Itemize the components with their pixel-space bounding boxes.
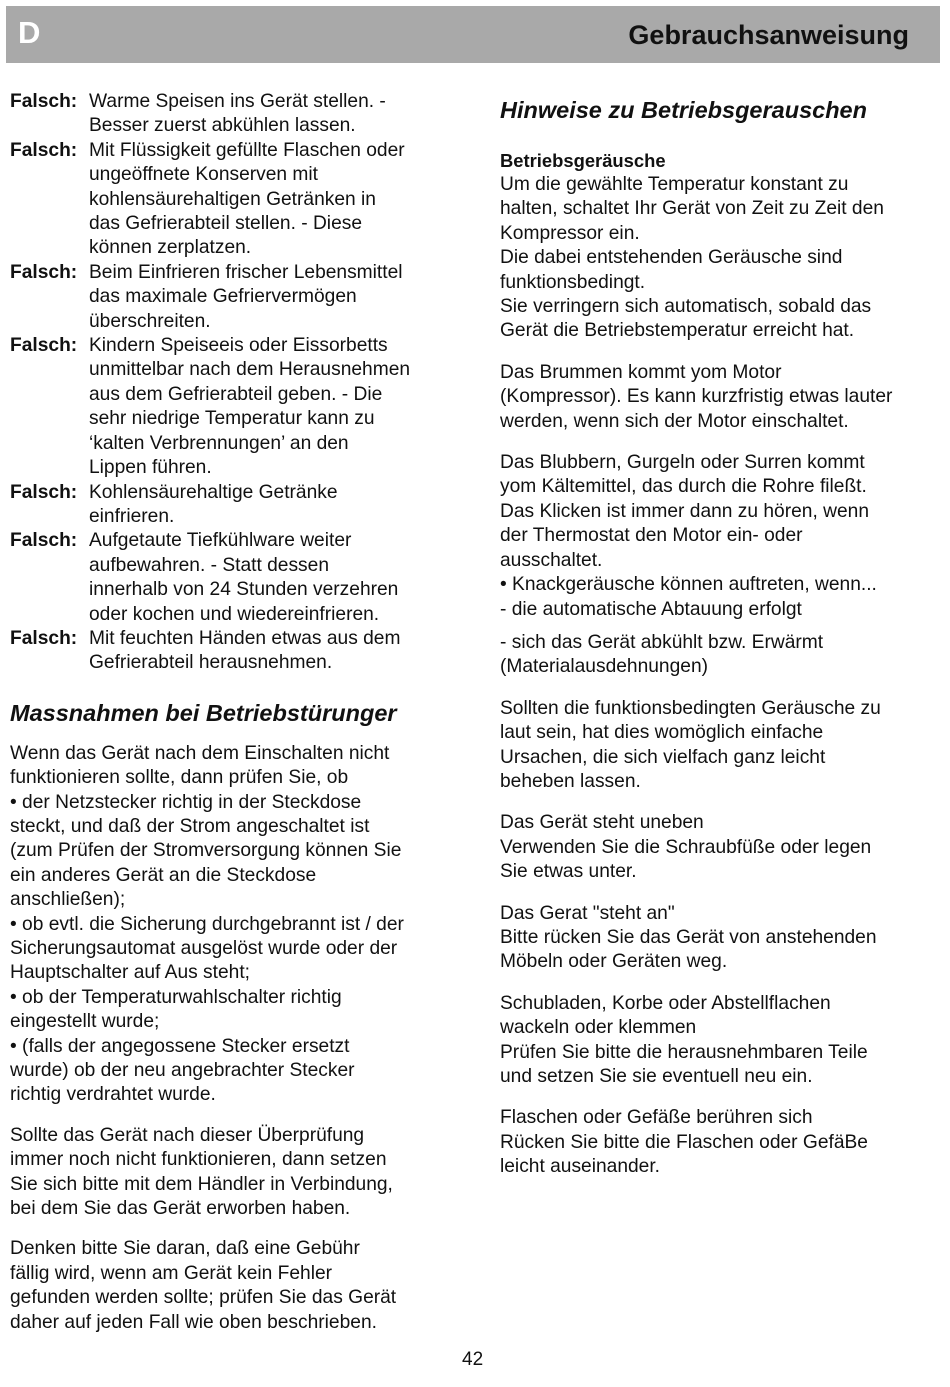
- text-line: überschreiten.: [89, 310, 211, 332]
- text-line: yom Kältemittel, das durch die Rohre fileßt.: [500, 476, 867, 498]
- text-line: Gefrierabteil herausnehmen.: [89, 652, 333, 674]
- text-line: fällig wird, wenn am Gerät kein Fehler: [10, 1262, 333, 1284]
- falsch-item: [10, 529, 460, 627]
- text-line: daher auf jeden Fall wie oben beschrieben.: [10, 1311, 377, 1333]
- text-line: der Thermostat den Motor ein- oder: [500, 525, 803, 547]
- paragraph: [500, 992, 932, 1090]
- text-line: können zerplatzen.: [89, 237, 252, 259]
- text-line: gefunden werden sollte; prüfen Sie das Gerät: [10, 1287, 397, 1309]
- text-line: Hauptschalter auf Aus steht;: [10, 962, 250, 984]
- text-line: innerhalb von 24 Stunden verzehren: [89, 579, 399, 601]
- text-line: das maximale Gefriervermögen: [89, 286, 357, 308]
- falsch-item: [10, 481, 460, 530]
- text-line: Ursachen, die sich vielfach ganz leicht: [500, 746, 826, 768]
- right-column: [500, 95, 932, 1180]
- text-line: ein anderes Gerät an die Steckdose: [10, 864, 317, 886]
- text-line: immer noch nicht funktionieren, dann setzen: [10, 1149, 387, 1171]
- falsch-label: Falsch:: [10, 481, 78, 503]
- text-line: unmittelbar nach dem Herausnehmen: [89, 359, 411, 381]
- text-line: funktionsbedingt.: [500, 271, 646, 293]
- falsch-label: Falsch:: [10, 261, 78, 283]
- text-line: sehr niedrige Temperatur kann zu: [89, 408, 375, 430]
- text-line: • Knackgeräusche können auftreten, wenn...: [500, 574, 877, 596]
- falsch-label: Falsch:: [10, 530, 78, 552]
- text-line: ungeöffnete Konserven mit: [89, 164, 318, 186]
- paragraph: [500, 451, 932, 622]
- left-column: [10, 90, 460, 1335]
- text-line: beheben lassen.: [500, 770, 641, 792]
- text-line: Wenn das Gerät nach dem Einschalten nicht: [10, 742, 390, 764]
- subheading-betriebsgeraeusche: Betriebsgeräusche: [500, 150, 666, 171]
- text-line: Sie etwas unter.: [500, 861, 637, 883]
- text-line: Schubladen, Korbe oder Abstellflachen: [500, 992, 831, 1014]
- text-line: Besser zuerst abkühlen lassen.: [89, 115, 356, 137]
- text-line: Prüfen Sie bitte die herausnehmbaren Teile: [500, 1041, 868, 1063]
- falsch-text: [89, 481, 460, 530]
- text-line: Kompressor ein.: [500, 222, 640, 244]
- text-line: ‘kalten Verbrennungen’ an den: [89, 432, 349, 454]
- text-line: Das Gerät steht uneben: [500, 812, 704, 834]
- text-line: - die automatische Abtauung erfolgt: [500, 598, 802, 620]
- text-line: Das Klicken ist immer dann zu hören, wenn: [500, 500, 869, 522]
- text-line: aufbewahren. - Statt dessen: [89, 554, 329, 576]
- paragraph: [10, 742, 460, 1108]
- paragraph: [500, 697, 932, 795]
- text-line: Bitte rücken Sie das Gerät von anstehenden: [500, 926, 877, 948]
- text-line: • der Netzstecker richtig in der Steckdose: [10, 791, 362, 813]
- falsch-item: [10, 261, 460, 334]
- text-line: Die dabei entstehenden Geräusche sind: [500, 247, 843, 269]
- text-line: anschließen);: [10, 889, 126, 911]
- paragraph: [500, 631, 932, 680]
- text-line: einfrieren.: [89, 505, 175, 527]
- falsch-item: [10, 90, 460, 139]
- section-heading-hinweise: Hinweise zu Betriebsgerauschen: [500, 97, 867, 123]
- text-line: kohlensäurehaltigen Getränken in: [89, 188, 376, 210]
- falsch-text: [89, 627, 460, 676]
- text-line: Sicherungsautomat ausgelöst wurde oder der: [10, 938, 398, 959]
- text-line: Mit feuchten Händen etwas aus dem: [89, 627, 401, 649]
- text-line: Sollte das Gerät nach dieser Überprüfung: [10, 1124, 365, 1146]
- text-line: Möbeln oder Geräten weg.: [500, 951, 728, 973]
- text-line: (Materialausdehnungen): [500, 656, 708, 678]
- text-line: - sich das Gerät abkühlt bzw. Erwärmt: [500, 631, 824, 653]
- text-line: (zum Prüfen der Stromversorgung können Sie: [10, 840, 402, 862]
- page-title: Gebrauchsanweisung: [628, 20, 909, 50]
- text-line: steckt, und daß der Strom angeschaltet ist: [10, 815, 370, 837]
- paragraph: [10, 1237, 460, 1335]
- falsch-item: [10, 334, 460, 480]
- paragraph: [10, 1124, 460, 1222]
- paragraph: [500, 173, 932, 344]
- text-line: oder kochen und wiedereinfrieren.: [89, 603, 380, 625]
- text-line: Das Blubbern, Gurgeln oder Surren kommt: [500, 452, 865, 474]
- text-line: aus dem Gefrierabteil geben. - Die: [89, 383, 383, 405]
- text-line: • (falls der angegossene Stecker ersetzt: [10, 1035, 350, 1057]
- paragraph: [500, 811, 932, 884]
- paragraph: [500, 902, 932, 975]
- text-line: werden, wenn sich der Motor einschaltet.: [500, 410, 849, 432]
- paragraph: [500, 1106, 932, 1179]
- text-line: Sollten die funktionsbedingten Geräusche zu: [500, 697, 881, 719]
- text-line: leicht auseinander.: [500, 1156, 661, 1178]
- text-line: Verwenden Sie die Schraubfüße oder legen: [500, 836, 872, 858]
- language-label: D: [18, 15, 41, 50]
- text-line: Sie verringern sich automatisch, sobald das: [500, 296, 872, 318]
- text-line: Gerät die Betriebstemperatur erreicht hat.: [500, 320, 855, 342]
- falsch-label: Falsch:: [10, 627, 78, 649]
- text-line: Kohlensäurehaltige Getränke: [89, 481, 338, 503]
- falsch-item: [10, 627, 460, 676]
- text-line: ausschaltet.: [500, 549, 603, 571]
- text-line: eingestellt wurde;: [10, 1011, 160, 1033]
- falsch-item: [10, 139, 460, 261]
- text-line: bei dem Sie das Gerät erworben haben.: [10, 1198, 351, 1220]
- text-line: Rücken Sie bitte die Flaschen oder GefäBe: [500, 1131, 868, 1153]
- text-line: Beim Einfrieren frischer Lebensmittel: [89, 261, 403, 283]
- text-line: und setzen Sie sie eventuell neu ein.: [500, 1066, 813, 1087]
- page-number: 42: [462, 1349, 484, 1370]
- falsch-label: Falsch:: [10, 91, 78, 112]
- page-header: [6, 6, 940, 63]
- text-line: Lippen führen.: [89, 457, 212, 479]
- text-line: Warme Speisen ins Gerät stellen. -: [89, 91, 386, 112]
- falsch-text: [89, 90, 460, 139]
- falsch-list: [10, 90, 460, 676]
- text-line: Aufgetaute Tiefkühlware weiter: [89, 530, 352, 552]
- text-line: Flaschen oder Gefäße berühren sich: [500, 1107, 813, 1129]
- text-line: Das Brummen kommt yom Motor: [500, 361, 782, 383]
- text-line: Um die gewählte Temperatur konstant zu: [500, 174, 849, 195]
- text-line: halten, schaltet Ihr Gerät von Zeit zu Zeit den: [500, 198, 884, 220]
- text-line: Kindern Speiseeis oder Eissorbetts: [89, 335, 388, 357]
- text-line: wurde) ob der neu angebrachter Stecker: [10, 1060, 355, 1082]
- text-line: das Gefrierabteil stellen. - Diese: [89, 213, 363, 235]
- text-line: • ob evtl. die Sicherung durchgebrannt ist / der: [10, 913, 404, 935]
- falsch-label: Falsch:: [10, 335, 78, 357]
- text-line: funktionieren sollte, dann prüfen Sie, ob: [10, 767, 349, 789]
- falsch-text: [89, 529, 460, 627]
- text-line: Das Gerat "steht an": [500, 902, 675, 924]
- text-line: Sie sich bitte mit dem Händler in Verbindung,: [10, 1173, 393, 1195]
- text-line: (Kompressor). Es kann kurzfristig etwas lauter: [500, 386, 893, 408]
- text-line: richtig verdrahtet wurde.: [10, 1084, 216, 1106]
- text-line: Mit Flüssigkeit gefüllte Flaschen oder: [89, 139, 405, 161]
- paragraph: [500, 361, 932, 434]
- falsch-text: [89, 139, 460, 261]
- text-line: • ob der Temperaturwahlschalter richtig: [10, 986, 342, 1008]
- falsch-text: [89, 334, 460, 480]
- section-heading-massnahmen: Massnahmen bei Betriebstürunger: [10, 699, 397, 726]
- falsch-text: [89, 261, 460, 334]
- text-line: wackeln oder klemmen: [500, 1017, 697, 1039]
- falsch-label: Falsch:: [10, 139, 78, 161]
- text-line: laut sein, hat dies womöglich einfache: [500, 722, 824, 744]
- text-line: Denken bitte Sie daran, daß eine Gebühr: [10, 1238, 360, 1260]
